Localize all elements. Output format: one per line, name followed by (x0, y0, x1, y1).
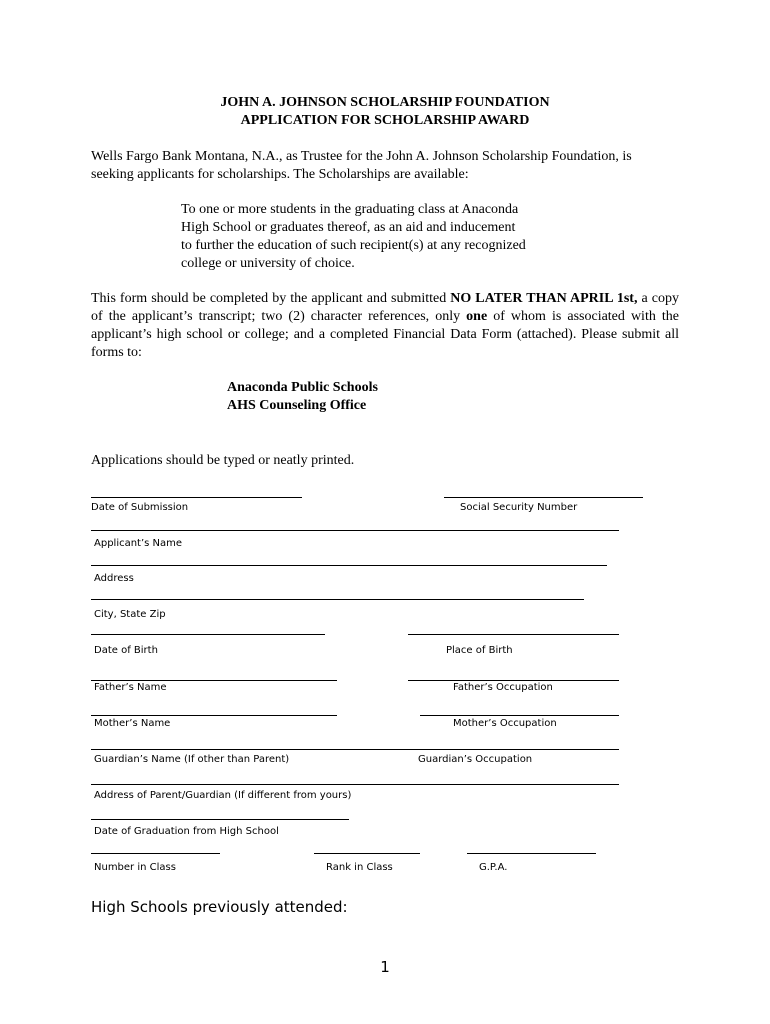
mother-occupation-line[interactable] (420, 715, 619, 716)
graduation-date-label: Date of Graduation from High School (94, 826, 279, 837)
instructions-paragraph (91, 290, 679, 362)
mother-name-line[interactable] (91, 715, 337, 716)
ssn-line[interactable] (444, 497, 643, 498)
father-name-label: Father’s Name (94, 682, 167, 693)
guardian-occupation-label: Guardian’s Occupation (418, 754, 533, 765)
number-in-class-line[interactable] (91, 853, 220, 854)
purpose-line-1: To one or more students in the graduating class at Anaconda (181, 202, 519, 217)
city-state-zip-label: City, State Zip (94, 609, 166, 620)
date-of-birth-label: Date of Birth (94, 645, 158, 656)
ssn-label: Social Security Number (460, 502, 578, 513)
intro-line-2: seeking applicants for scholarships. The Scholarships are available: (91, 167, 469, 182)
place-of-birth-label: Place of Birth (446, 645, 513, 656)
instructions-text-3: of whom is associated with the applicant’s high school or college; and a completed Financial Data Form (attached). Please submit all forms to: (91, 309, 679, 360)
mother-name-label: Mother’s Name (94, 718, 171, 729)
deadline-text: NO LATER THAN APRIL 1st, (450, 291, 638, 306)
rank-in-class-line[interactable] (314, 853, 420, 854)
high-schools-heading: High Schools previously attended: (91, 898, 348, 916)
father-occupation-line[interactable] (408, 680, 619, 681)
guardian-line[interactable] (91, 749, 619, 750)
number-in-class-label: Number in Class (94, 862, 176, 873)
instructions-text-1: This form should be completed by the applicant and submitted (91, 291, 451, 306)
intro-line-1: Wells Fargo Bank Montana, N.A., as Trustee for the John A. Johnson Scholarship Foundation, is (91, 149, 632, 164)
city-state-zip-line[interactable] (91, 599, 584, 600)
applicant-name-line[interactable] (91, 530, 619, 531)
guardian-name-label: Guardian’s Name (If other than Parent) (94, 754, 290, 765)
father-occupation-label: Father’s Occupation (453, 682, 553, 693)
date-of-submission-label: Date of Submission (91, 502, 189, 513)
purpose-line-3: to further the education of such recipient(s) at any recognized (181, 238, 526, 253)
emphasis-text: one (466, 309, 488, 324)
typed-note: Applications should be typed or neatly printed. (91, 453, 355, 468)
applicant-name-label: Applicant’s Name (94, 538, 183, 549)
page-number: 1 (380, 958, 390, 976)
guardian-address-label: Address of Parent/Guardian (If different from yours) (94, 790, 352, 801)
submit-to-line-2: AHS Counseling Office (227, 398, 367, 413)
place-of-birth-line[interactable] (408, 634, 619, 635)
purpose-line-2: High School or graduates thereof, as an aid and inducement (181, 220, 516, 235)
graduation-date-line[interactable] (91, 819, 349, 820)
gpa-label: G.P.A. (479, 862, 508, 873)
form-title: JOHN A. JOHNSON SCHOLARSHIP FOUNDATION (220, 95, 550, 110)
gpa-line[interactable] (467, 853, 596, 854)
form-subtitle: APPLICATION FOR SCHOLARSHIP AWARD (240, 113, 530, 128)
rank-in-class-label: Rank in Class (326, 862, 393, 873)
father-name-line[interactable] (91, 680, 337, 681)
mother-occupation-label: Mother’s Occupation (453, 718, 557, 729)
instructions-text-2: a copy of the applicant’s transcript; two (2) character references, only (91, 291, 679, 324)
submit-to-line-1: Anaconda Public Schools (227, 380, 378, 395)
guardian-address-line[interactable] (91, 784, 619, 785)
address-line[interactable] (91, 565, 607, 566)
date-of-birth-line[interactable] (91, 634, 325, 635)
address-label: Address (94, 573, 134, 584)
purpose-line-4: college or university of choice. (181, 256, 355, 271)
date-of-submission-line[interactable] (91, 497, 302, 498)
